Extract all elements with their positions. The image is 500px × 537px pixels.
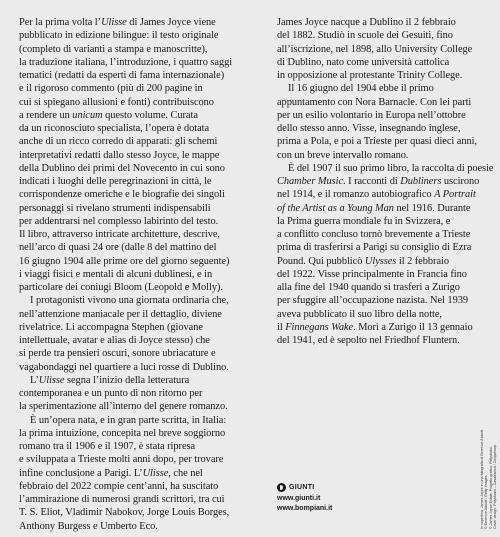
text-line (19, 82, 241, 95)
text-line (19, 414, 241, 427)
text-run: da un riconosciuto specialista, l’opera è dotata (19, 123, 210, 134)
text-run: segna l’inizio della letteratura (64, 374, 190, 386)
text-line (19, 268, 241, 281)
cover-credit-line: Cover design: Polystudio – Casablanca / Zungahoop. (493, 444, 498, 529)
text-run: i viaggi fisici e mentali di alcuni dublinesi, e in (19, 268, 213, 280)
text-line (19, 520, 241, 533)
text-line (19, 188, 241, 201)
publisher-url-giunti: www.giunti.it (277, 495, 321, 502)
text-run: per addentrarsi nel complesso labirinto del testo. (19, 215, 219, 227)
text-line (277, 109, 482, 122)
text-line (277, 162, 494, 175)
text-line (277, 228, 482, 241)
text-run: questo volume. Curata (102, 109, 198, 121)
text-line (277, 255, 482, 268)
italic-title: Ulisse (38, 374, 65, 386)
text-line (277, 122, 482, 135)
text-run: di Dublino, nato come università cattolica (277, 56, 450, 68)
text-run: personaggi si rivelano strumenti indispensabili (19, 202, 211, 214)
text-run: la prima intuizione, concepita nel breve soggiorno (19, 427, 226, 439)
publisher-block (277, 483, 332, 513)
text-run: anche di un ricco corredo di apparati: gli schemi (19, 136, 218, 148)
text-run: vagabondaggi nel quartiere a luci rosse di Dublino. (19, 361, 229, 373)
text-line (277, 202, 482, 215)
text-run: il 2 febbraio (396, 255, 449, 267)
text-run: nell’arco di quasi 24 ore (dalle 8 del mattino del (19, 242, 217, 254)
text-run: nel 1916. Durante (393, 202, 471, 214)
text-run: per sfuggire all’occupazione nazista. Nel 1939 (277, 295, 469, 307)
text-line (19, 308, 241, 321)
text-line (277, 135, 482, 148)
text-line (19, 202, 241, 215)
text-run: contemporanea e un punto di non ritorno per (19, 388, 203, 399)
text-line (19, 506, 241, 519)
text-line (19, 135, 241, 148)
text-line (19, 228, 241, 241)
text-run: tematici (redatti da esperti di fama internazionale) (19, 70, 225, 81)
text-run: Anthony Burgess e Umberto Eco. (19, 520, 158, 532)
text-run: Pound. Qui pubblicò (277, 255, 365, 267)
text-line (277, 96, 482, 109)
text-line (277, 321, 482, 334)
text-run: del 1941, ed è sepolto nel Friedhof Fluntern. (277, 335, 460, 346)
text-run: il (277, 321, 286, 333)
text-line (19, 374, 241, 387)
text-run: uscirono (441, 176, 480, 187)
text-run: e il rigoroso commento (più di 200 pagine in (19, 83, 203, 95)
italic-title: A Portrait (434, 189, 476, 201)
text-line (19, 400, 241, 413)
text-run: del 1922. Visse principalmente in Francia fino (277, 268, 467, 280)
text-line (19, 109, 241, 122)
text-line (19, 96, 241, 109)
text-run: . I racconti di (343, 176, 401, 187)
giunti-logo-icon (277, 483, 286, 492)
text-run: 16 giugno 1904 alle prime ore del giorno seguente) (19, 255, 230, 267)
text-run: di James Joyce viene (126, 17, 216, 28)
text-line (19, 162, 241, 175)
cover-credit-line: © Berenice Abbott / Getty Images. (484, 474, 489, 529)
text-line (19, 29, 241, 42)
text-run: nell’attenzione maniacale per il dettaglio, diviene (19, 308, 222, 320)
text-line (277, 149, 482, 162)
text-run: T. S. Eliot, Vladimir Nabokov, Jorge Louis Borges, (19, 507, 230, 519)
text-line (19, 294, 241, 307)
text-run: Il libro, attraverso intricate architetture, descrive, (19, 229, 220, 240)
text-run: la traduzione italiana, l’introduzione, i quattro saggi (19, 56, 233, 68)
text-line (19, 122, 241, 135)
italic-title: Ulisse (142, 467, 169, 479)
text-line (277, 16, 482, 29)
text-line (19, 493, 241, 506)
text-run: intellettuale, avatar e alias di Joyce stesso) che (19, 335, 210, 346)
text-line (19, 347, 241, 360)
text-run: l’ammirazione di numerosi grandi scrittori, tra cui (19, 494, 225, 505)
text-line (19, 69, 241, 82)
text-line (19, 43, 241, 56)
text-line (19, 427, 241, 440)
text-run: . Morì a Zurigo il 13 gennaio (353, 321, 473, 333)
text-line (19, 387, 241, 400)
text-line (19, 321, 241, 334)
text-run: Il 16 giugno del 1904 ebbe il primo (288, 83, 434, 95)
publisher-logo (277, 483, 332, 492)
text-run: James Joyce nacque a Dublino il 2 febbraio (277, 17, 456, 28)
text-line (277, 215, 482, 228)
text-run: e sviluppata a Trieste molti anni dopo, per trovare (19, 454, 224, 466)
text-run: la sperimentazione all’interno del genere romanzo. (19, 401, 228, 413)
cover-credit (480, 429, 498, 529)
text-run: dello stesso anno. Visse, insegnando inglese, (277, 123, 461, 134)
jacket-description (19, 16, 241, 533)
text-run: L’ (30, 374, 39, 386)
text-line (19, 453, 241, 466)
text-line (19, 241, 241, 254)
author-biography (277, 16, 494, 347)
publisher-url-bompiani: www.bompiani.it (277, 504, 333, 512)
text-run: alla fine del 1940 quando si trasferì a Zurigo (277, 282, 460, 293)
text-run: per un esilio volontario in Europa nell’ottobre (277, 109, 466, 121)
text-run: febbraio del 2022 compie cent’anni, ha suscitato (19, 480, 219, 492)
text-run: Per la prima volta l’ (19, 17, 102, 28)
text-line (19, 149, 241, 162)
text-run: indicati i luoghi delle peregrinazioni in città, le (19, 176, 212, 187)
text-run: in opposizione al protestante Trinity College. (277, 70, 463, 81)
text-line (19, 56, 241, 69)
cover-credit-line: © James Joyce Estate. Progetto grafico: Polystudio. (488, 446, 493, 529)
text-line (19, 467, 241, 480)
text-run: interpretativi redatti dallo stesso Joyce, le mappe (19, 149, 220, 161)
text-line (277, 56, 482, 69)
italic-title: unicum (72, 109, 103, 121)
text-run: infine conclusione a Parigi. L’ (19, 467, 143, 479)
text-line (277, 241, 482, 254)
text-line (19, 440, 241, 453)
text-line (277, 268, 482, 281)
publisher-name: GIUNTI (289, 484, 315, 491)
text-run: particolare dei coniugi Bloom (Leopold e Molly). (19, 282, 223, 293)
italic-title: Finnegans Wake (285, 321, 354, 333)
text-line (19, 281, 241, 294)
text-run: , che nel (168, 467, 203, 479)
text-run: (completo di varianti a stampa e manoscritte), (19, 43, 208, 55)
text-run: del 1882. Studiò in scuole dei Gesuiti, fino (277, 30, 453, 42)
text-line (277, 281, 482, 294)
italic-title: of the Artist as a Young Man (277, 202, 394, 214)
text-run: con un breve intervallo romano. (277, 149, 409, 161)
text-run: rivelatrice. Li accompagna Stephen (giovane (19, 321, 203, 333)
italic-title: Chamber Music (277, 176, 344, 187)
text-run: appuntamento con Nora Barnacle. Con lei partì (277, 96, 472, 108)
text-run: prima a Pola, e poi a Trieste per quasi dieci anni, (277, 136, 478, 148)
text-run: pubblicato in edizione bilingue: il testo originale (19, 30, 219, 42)
text-run: a rendere un (19, 109, 73, 121)
text-line (19, 480, 241, 493)
text-line (277, 69, 482, 82)
text-line (19, 334, 241, 347)
text-line (19, 215, 241, 228)
text-run: aveva pubblicato il suo libro della notte, (277, 308, 442, 320)
text-run: a conflitto concluso tornò brevemente a Trieste (277, 229, 471, 240)
text-run: nel 1914, e il romanzo autobiografico (277, 189, 435, 201)
text-line (277, 82, 482, 95)
text-line (277, 308, 482, 321)
italic-title: Dubliners (400, 176, 442, 187)
text-run: all’iscrizione, nel 1898, allo University College (277, 43, 473, 55)
text-run: si perde tra pensieri oscuri, sonore ubriacature e (19, 348, 216, 360)
text-run: romano tra il 1906 e il 1907, è stata ripresa (19, 441, 196, 452)
text-run: È un’opera nata, e in gran parte scritta, in Italia: (30, 414, 227, 426)
text-line (19, 361, 241, 374)
text-line (277, 188, 482, 201)
text-run: È del 1907 il suo primo libro, la raccolta di poesie (288, 162, 494, 174)
text-line (277, 294, 482, 307)
text-line (277, 29, 482, 42)
text-line (19, 175, 241, 188)
text-line (19, 16, 241, 29)
text-line (19, 255, 241, 268)
text-run: I protagonisti vivono una giornata ordinaria che, (30, 295, 229, 307)
text-run: cui si spiegano allusioni e fonti) contribuiscono (19, 96, 214, 108)
text-run: prima di trasferirsi a Parigi su consiglio di Ezra (277, 242, 472, 254)
italic-title: Ulysses (364, 255, 397, 267)
text-line (277, 43, 482, 56)
italic-title: Ulisse (101, 17, 127, 28)
text-run: la Prima guerra mondiale fu in Svizzera, e (277, 215, 451, 227)
text-line (277, 334, 482, 347)
text-line (277, 175, 482, 188)
text-run: corrispondenze omeriche e le biografie dei singoli (19, 189, 225, 201)
cover-credit-line: In copertina: James Joyce in una fotografia di Berenice Abbott. (480, 429, 484, 529)
text-run: della Dublino dei primi del Novecento in cui sono (19, 162, 225, 174)
